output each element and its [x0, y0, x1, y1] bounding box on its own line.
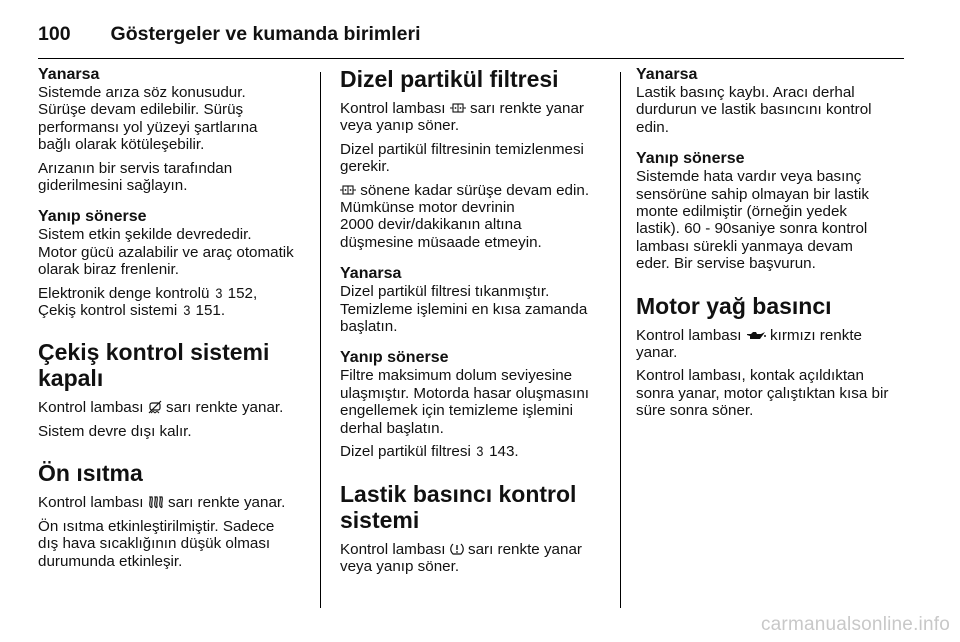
column-2 [340, 66, 612, 575]
paragraph: Ön ısıtma etkinleştirilmiştir. Sadece dış hava sıcaklığının düşük olması durumunda etkinleşir. [38, 517, 275, 570]
section-heading: Yanarsa [340, 265, 402, 283]
section-title: Motor yağ basıncı [636, 292, 832, 319]
ref-arrow-icon: 3 [476, 443, 484, 460]
column-3 [636, 66, 916, 420]
paragraph: Sistemde arıza söz konusudur. Sürüşe devam edilebilir. Sürüş performansı yol yüzeyi şartlarına bağlı olarak kötüleşebilir. [38, 84, 258, 154]
cross-reference: Elektronik denge kontrolü 3 152, Çekiş kontrol sistemi 3 151. [38, 284, 258, 320]
paragraph: Sistem etkin şekilde devrededir. Motor gücü azalabilir ve araç otomatik olarak biraz frenlenir. [38, 226, 294, 279]
section-heading: Yanıp sönerse [38, 208, 147, 226]
column-divider-1 [320, 72, 321, 608]
paragraph: Kontrol lambası sarı renkte yanar. [38, 494, 286, 512]
paragraph: Arızanın bir servis tarafından giderilmesini sağlayın. [38, 159, 233, 195]
section-heading: Yanıp sönerse [636, 150, 745, 168]
paragraph: Sistem devre dışı kalır. [38, 422, 192, 440]
traction-off-icon [148, 399, 162, 416]
section-heading: Yanıp sönerse [340, 349, 449, 367]
section-heading: Yanarsa [38, 66, 100, 83]
paragraph: Kontrol lambası, kontak açıldıktan sonra yanar, motor çalıştıktan kısa bir süre sonra söner. [636, 367, 889, 420]
column-divider-2 [620, 72, 621, 608]
tire-pressure-icon [450, 541, 464, 558]
diesel-filter-icon [340, 182, 356, 199]
section-title: Ön ısıtma [38, 460, 143, 487]
paragraph: Lastik basınç kaybı. Aracı derhal durdurun ve lastik basıncını kontrol edin. [636, 84, 872, 136]
watermark: carmanualsonline.info [760, 614, 950, 635]
paragraph: Dizel partikül filtresi tıkanmıştır. Temizleme işlemini en kısa zamanda başlatın. [340, 283, 588, 336]
cross-reference: Dizel partikül filtresi 3 143. [340, 443, 519, 461]
section-title: Dizel partikül filtresi [340, 66, 559, 92]
ref-arrow-icon: 3 [215, 284, 223, 301]
paragraph: Dizel partikül filtresinin temizlenmesi gerekir. [340, 140, 584, 176]
section-heading: Yanarsa [636, 66, 698, 83]
page-number: 100 [38, 22, 71, 45]
section-title: Lastik basıncı kontrol sistemi [340, 480, 577, 533]
paragraph: Kontrol lambası sarı renkte yanar. [38, 399, 284, 417]
diesel-filter-icon [450, 100, 466, 117]
paragraph: Kontrol lambası sarı renkte yanar veya yanıp söner. [340, 540, 582, 575]
header-rule [38, 58, 904, 59]
page-header [38, 16, 421, 52]
paragraph: Filtre maksimum dolum seviyesine ulaşmıştır. Motorda hasar oluşmasını engellemek için temizleme işlemini derhal başlatın. [340, 367, 590, 437]
page-title: Göstergeler ve kumanda birimleri [110, 22, 421, 45]
paragraph: Kontrol lambası kırmızı renkte yanar. [636, 326, 862, 362]
ref-arrow-icon: 3 [182, 302, 190, 319]
section-title: Çekiş kontrol sistemi kapalı [38, 339, 270, 392]
paragraph: sönene kadar sürüşe devam edin. Mümkünse motor devrinin 2000 devir/dakikanın altına düşmesine müsaade etmeyin. [340, 181, 590, 251]
oil-can-icon [746, 327, 766, 344]
paragraph: Sistemde hata vardır veya basınç sensörüne sahip olmayan bir lastik monte edilmiştir (örneğin yedek lastik). 60 - 90saniye sonra kontrol lambası sürekli yanmaya devam eder. Bir servise başvurun. [636, 168, 869, 273]
column-1 [38, 66, 308, 570]
paragraph: Kontrol lambası sarı renkte yanar veya yanıp söner. [340, 100, 584, 135]
glow-plug-icon [148, 494, 164, 511]
